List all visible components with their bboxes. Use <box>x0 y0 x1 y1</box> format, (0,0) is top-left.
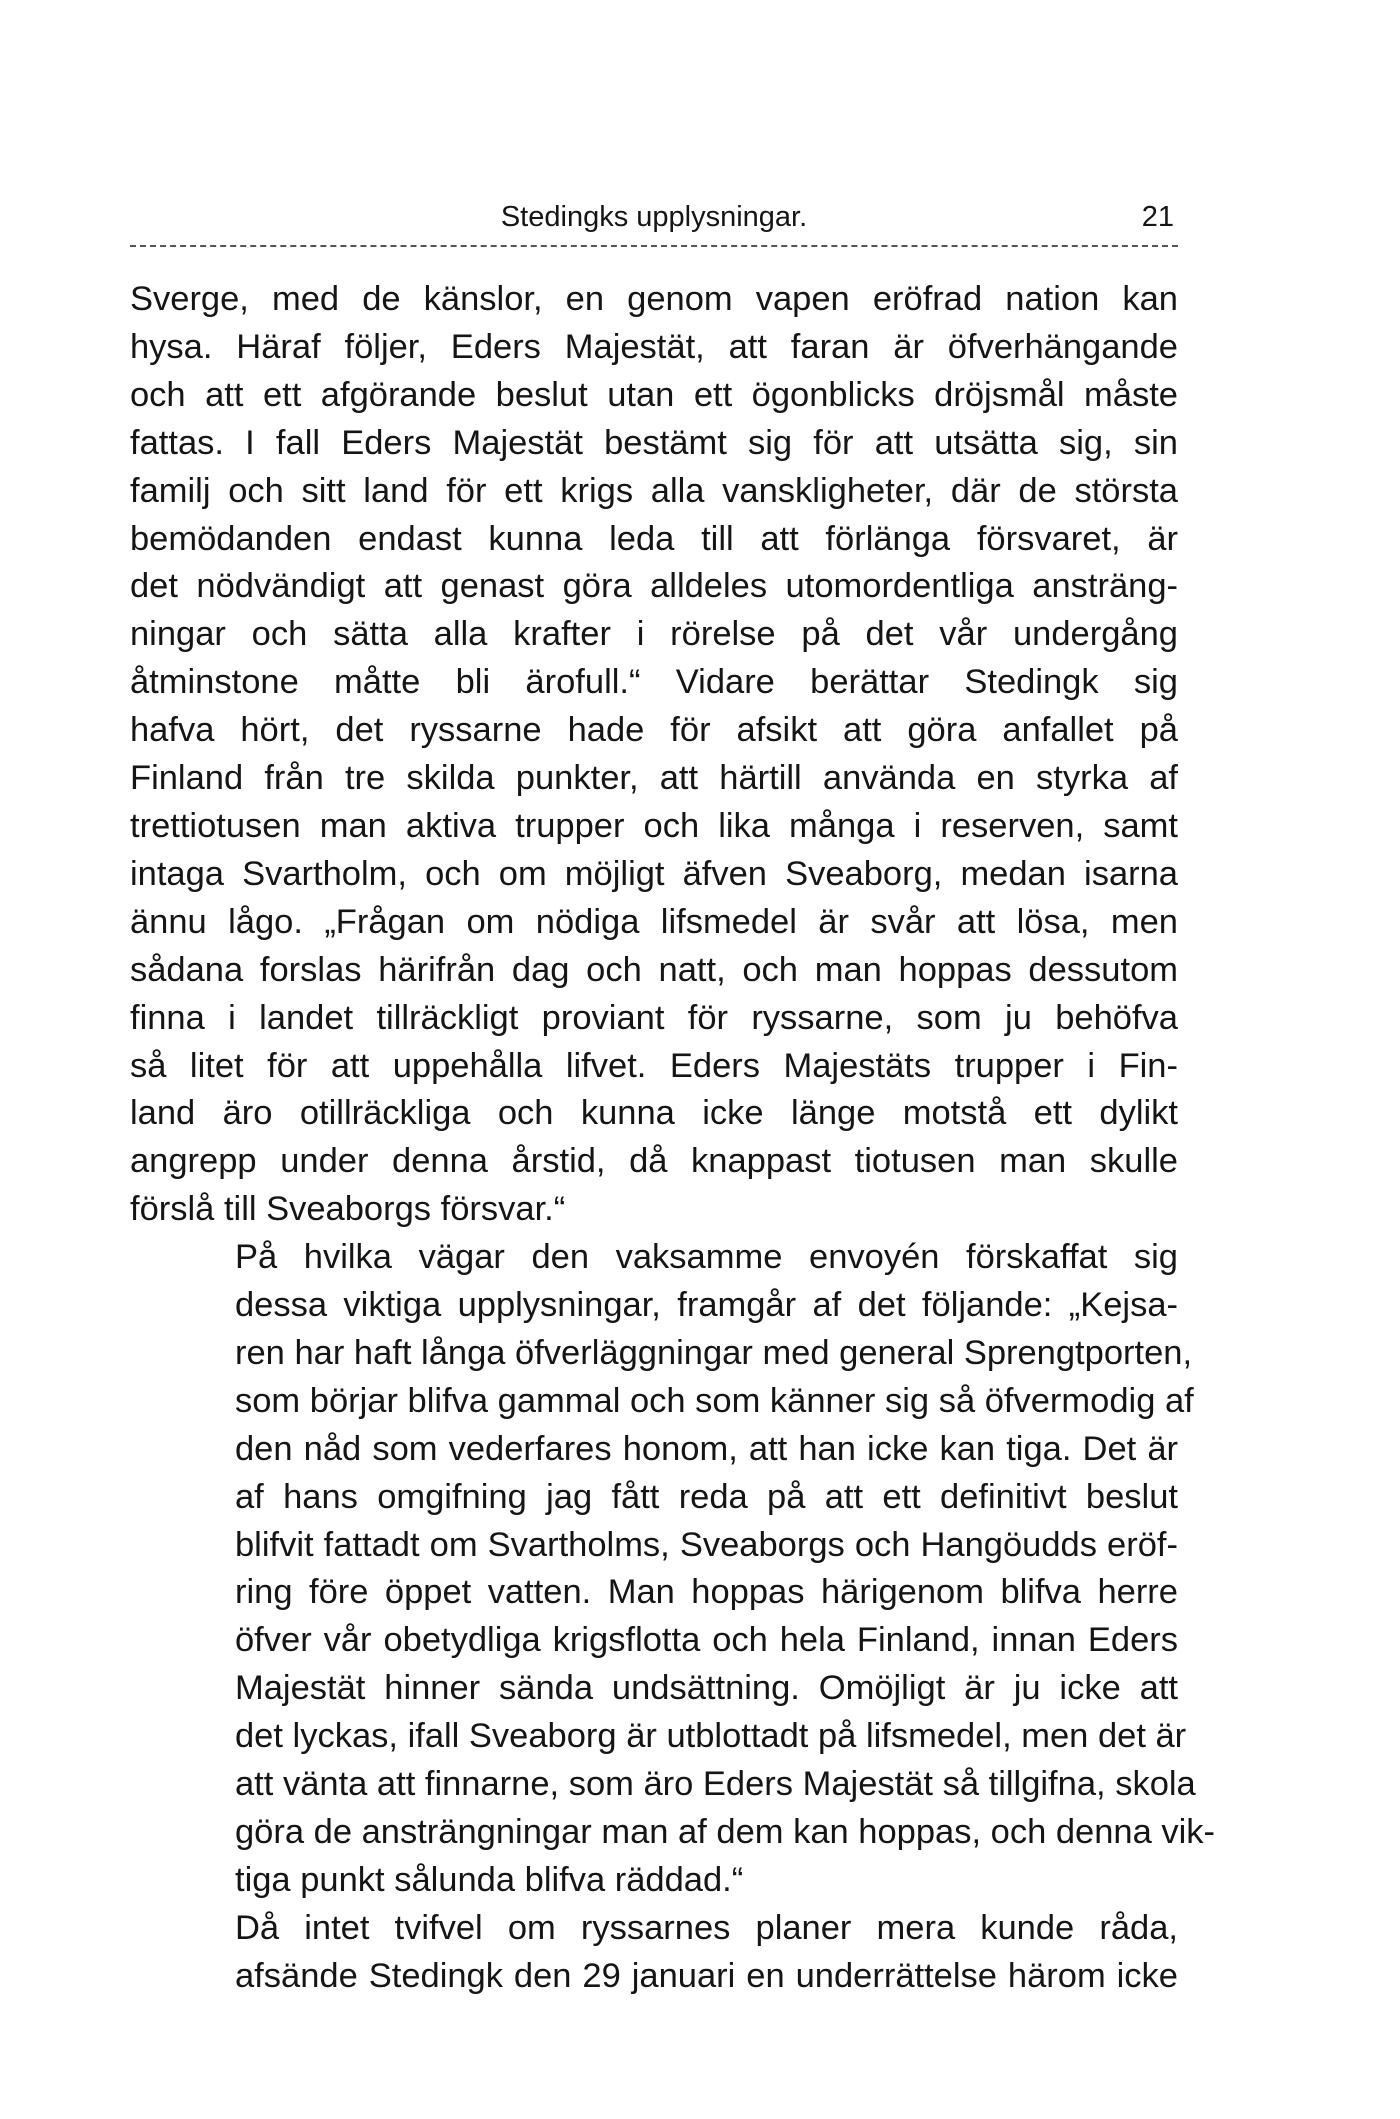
text-line: På hvilka vägar den vaksamme envoyén förskaffat sig <box>235 1238 1178 1277</box>
page-number: 21 <box>1141 201 1174 233</box>
text-line: göra de ansträngningar man af dem kan hoppas, och denna vik- <box>235 1813 1216 1851</box>
text-line: Finland från tre skilda punkter, att härtill använda en styrka af <box>130 759 1178 798</box>
paragraph <box>130 276 1178 1234</box>
text-line: land äro otillräckliga och kunna icke länge motstå ett dylikt <box>130 1094 1178 1133</box>
text-line: Sverge, med de känslor, en genom vapen eröfrad nation kan <box>130 280 1178 318</box>
text-line: ningar och sätta alla krafter i rörelse på det vår undergång <box>130 615 1178 654</box>
text-line: åtminstone måtte bli ärofull.“ Vidare berättar Stedingk sig <box>130 663 1178 702</box>
text-line: Majestät hinner sända undsättning. Omöjligt är ju icke att <box>235 1669 1178 1708</box>
paragraph <box>130 1905 1178 2001</box>
text-line: så litet för att uppehålla lifvet. Eders Majestäts trupper i Fin- <box>130 1046 1178 1085</box>
text-line: som börjar blifva gammal och som känner sig så öfvermodig af <box>235 1381 1194 1420</box>
text-line: tiga punkt sålunda blifva räddad.“ <box>235 1860 744 1899</box>
text-line: fattas. I fall Eders Majestät bestämt sig för att utsätta sig, sin <box>130 423 1178 462</box>
text-line: öfver vår obetydliga krigsflotta och hela Finland, innan Eders <box>235 1621 1178 1660</box>
text-line: att vänta att finnarne, som äro Eders Majestät så tillgifna, skola <box>235 1765 1196 1804</box>
text-line: bemödanden endast kunna leda till att förlänga försvaret, är <box>130 519 1178 558</box>
text-line: hysa. Häraf följer, Eders Majestät, att faran är öfverhängande <box>130 327 1178 366</box>
text-line: det lyckas, ifall Sveaborg är utblottadt på lifsmedel, men det är <box>235 1717 1187 1756</box>
text-line: sådana forslas härifrån dag och natt, och man hoppas dessutom <box>130 950 1178 989</box>
text-line: ring före öppet vatten. Man hoppas härigenom blifva herre <box>235 1573 1178 1612</box>
text-line: dessa viktiga upplysningar, framgår af det följande: „Kejsa- <box>235 1286 1178 1325</box>
text-line: hafva hört, det ryssarne hade för afsikt att göra anfallet på <box>130 711 1178 750</box>
text-line: afsände Stedingk den 29 januari en underrättelse härom icke <box>235 1956 1178 1995</box>
text-line: Då intet tvifvel om ryssarnes planer mera kunde råda, <box>235 1908 1178 1947</box>
body-text <box>130 276 1216 2001</box>
text-line: ännu lågo. „Frågan om nödiga lifsmedel är svår att lösa, men <box>130 902 1178 941</box>
text-line: finna i landet tillräckligt proviant för ryssarne, som ju behöfva <box>130 998 1178 1037</box>
paragraph <box>130 1234 1216 1905</box>
header-rule <box>130 245 1178 247</box>
text-line: det nödvändigt att genast göra alldeles utomordentliga ansträng- <box>130 567 1178 606</box>
text-line: angrepp under denna årstid, då knappast tiotusen man skulle <box>130 1142 1178 1181</box>
running-title: Stedingks upplysningar. <box>500 201 808 233</box>
running-head <box>130 197 1178 237</box>
text-line: familj och sitt land för ett krigs alla vanskligheter, där de största <box>130 471 1178 510</box>
text-line: blifvit fattadt om Svartholms, Sveaborgs och Hangöudds eröf- <box>235 1525 1178 1564</box>
text-line: förslå till Sveaborgs försvar.“ <box>130 1190 566 1229</box>
text-line: intaga Svartholm, och om möjligt äfven Sveaborg, medan isarna <box>130 854 1178 893</box>
text-line: och att ett afgörande beslut utan ett ögonblicks dröjsmål måste <box>130 375 1178 414</box>
text-line: den nåd som vederfares honom, att han icke kan tiga. Det är <box>235 1429 1178 1468</box>
text-line: trettiotusen man aktiva trupper och lika många i reserven, samt <box>130 806 1178 845</box>
text-line: af hans omgifning jag fått reda på att ett definitivt beslut <box>235 1477 1178 1516</box>
text-line: ren har haft långa öfverläggningar med general Sprengtporten, <box>235 1333 1193 1372</box>
